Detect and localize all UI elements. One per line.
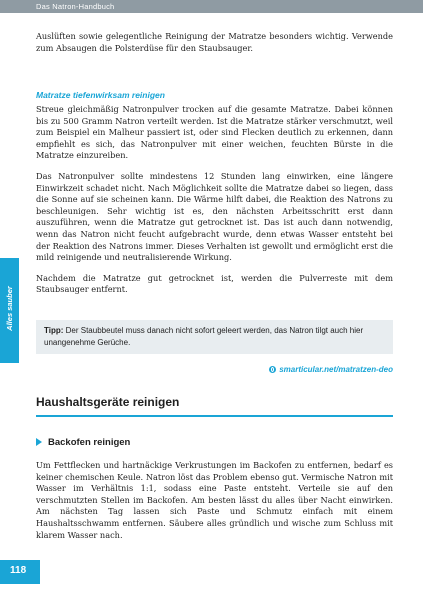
page-number-box	[0, 560, 40, 584]
backofen-block	[36, 460, 393, 541]
page-number: 118	[10, 565, 27, 576]
intro-paragraph: Auslüften sowie gelegentliche Reinigung der Matratze besonders wichtig. Verwende zum Absaugen die Polsterdüse für den Staubsauger.	[36, 31, 393, 53]
subsection-title-row	[36, 437, 130, 448]
subhead-matratze: Matratze tiefenwirksam reinigen	[36, 90, 165, 100]
paragraph-1: Streue gleichmäßig Natronpulver trocken auf die gesamte Matratze. Dabei können bis zu 500 Gramm Natron verteilt werden. Ist die Matratze stärker verschmutzt, weil zum Beispiel ein Malheur passiert ist, oder sind Flecken deutlich zu erkennen, dann empfiehlt es sich, das Natronpulver mit einer weichen, feuchten Bürste in die Matratze einzureiben.	[36, 104, 393, 161]
web-link[interactable]	[269, 365, 393, 374]
section-divider	[36, 415, 393, 417]
running-header-title: Das Natron-Handbuch	[36, 2, 115, 11]
globe-icon	[269, 366, 276, 373]
running-header-bar	[0, 0, 423, 13]
matratze-block	[36, 104, 393, 296]
chapter-side-tab	[0, 258, 19, 363]
chapter-side-tab-label: Alles sauber	[5, 286, 14, 331]
paragraph-2: Das Natronpulver sollte mindestens 12 Stunden lang einwirken, eine längere Einwirkzeit schadet nicht. Nach Möglichkeit sollte die Matratze dabei so liegen, dass die Sonne auf sie scheinen kann. Die Wärme hilft dabei, die Reaktion des Natrons zu beschleunigen. Sehr wichtig ist es, den nächsten Arbeitsschritt erst dann auszuführen, wenn die Matratze gut getrocknet ist. Das ist auch dann notwendig, wenn das Natron nicht feucht aufgebracht wurde, denn etwas Wasser entsteht bei der Reaktion des Natrons immer. Dieses Verhalten ist gewollt und ermöglicht erst die mild reinigende und neutralisierende Wirkung.	[36, 170, 393, 263]
subsection-title: Backofen reinigen	[48, 437, 131, 448]
web-link-text[interactable]: smarticular.net/matratzen-deo	[279, 365, 393, 374]
tip-box	[36, 320, 393, 354]
section-title: Haushaltsgeräte reinigen	[36, 395, 180, 409]
intro-block	[36, 31, 393, 54]
tip-text: Der Staubbeutel muss danach nicht sofort geleert werden, das Natron tilgt auch hier unangenehme Gerüche.	[44, 326, 364, 347]
tip-label: Tipp:	[44, 326, 64, 335]
backofen-paragraph: Um Fettflecken und hartnäckige Verkrustungen im Backofen zu entfernen, bedarf es keiner chemischen Keule. Natron löst das Problem ebenso gut. Vermische Natron mit Wasser im Verhältnis 1:1, sodass eine Paste entsteht. Verteile sie auf den verschmutzten Stellen im Backofen. Am besten lässt du alles über Nacht einwirken. Am nächsten Tag lassen sich Paste und Schmutz einfach mit einem Haushaltsschwamm entfernen. Säubere alles gründlich und wische zum Schluss mit klarem Wasser nach.	[36, 460, 393, 540]
triangle-bullet-icon	[36, 438, 42, 446]
paragraph-3: Nachdem die Matratze gut getrocknet ist, werden die Pulverreste mit dem Staubsauger entfernt.	[36, 272, 393, 295]
